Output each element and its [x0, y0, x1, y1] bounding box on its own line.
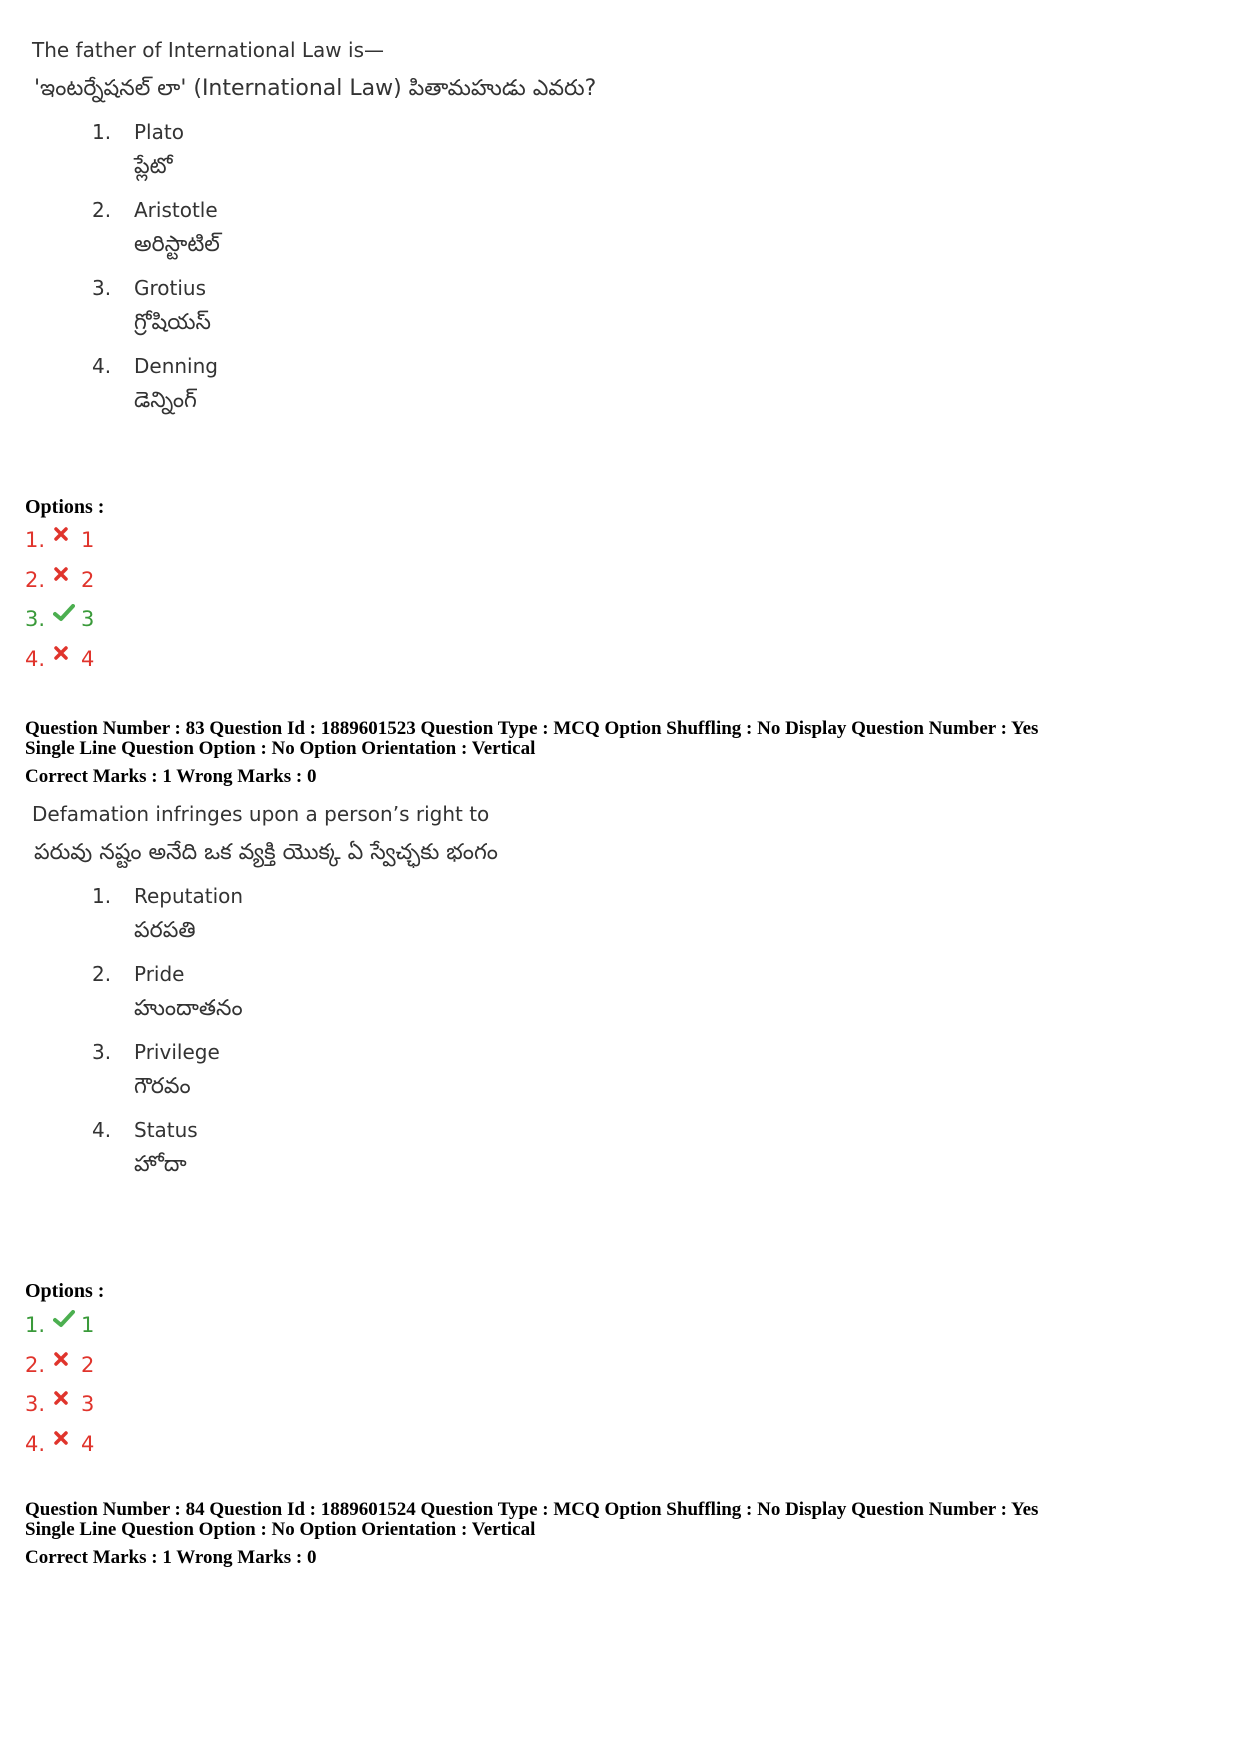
option-number: 4. [25, 1432, 46, 1456]
choice-item [92, 354, 1210, 418]
choice-text-en: Privilege [134, 1040, 220, 1064]
choice-number: 3. [92, 1040, 112, 1064]
option-row [25, 1350, 94, 1380]
choice-number: 3. [92, 276, 112, 300]
choice-text-te: గ్రోషియస్ [134, 310, 211, 335]
option-row [25, 604, 94, 634]
choice-text-en: Denning [134, 354, 218, 378]
choice-number: 2. [92, 198, 112, 222]
choice-text-te: అరిస్టాటిల్ [134, 232, 220, 257]
choice-item [92, 884, 1210, 948]
question-84-meta [25, 1500, 1225, 1568]
choice-number: 4. [92, 1118, 112, 1142]
question-82-body [30, 38, 1210, 432]
option-row [25, 1389, 94, 1419]
option-row [25, 1429, 94, 1459]
choice-item [92, 962, 1210, 1026]
choice-number: 1. [92, 884, 112, 908]
cross-icon [53, 1351, 81, 1367]
option-value: 1 [81, 1313, 95, 1337]
choice-number: 4. [92, 354, 112, 378]
choice-item [92, 1040, 1210, 1104]
question-text-te: పరువు నష్టం అనేది ఒక వ్యక్తి యొక్క ఏ స్వేచ్ఛకు భంగం [34, 840, 498, 865]
choice-text-en: Plato [134, 120, 184, 144]
cross-icon [53, 566, 81, 582]
meta-line-3: Correct Marks : 1 Wrong Marks : 0 [25, 766, 317, 787]
question-83-meta [25, 719, 1225, 787]
options-heading: Options : [25, 496, 105, 518]
choice-number: 1. [92, 120, 112, 144]
choice-list [92, 884, 1210, 1182]
meta-line-2: Single Line Question Option : No Option Orientation : Vertical [25, 738, 536, 759]
check-icon [53, 604, 81, 622]
option-number: 2. [25, 568, 46, 592]
option-number: 4. [25, 647, 46, 671]
choice-number: 2. [92, 962, 112, 986]
cross-icon [53, 526, 81, 542]
meta-line-2: Single Line Question Option : No Option Orientation : Vertical [25, 1519, 536, 1540]
choice-text-en: Pride [134, 962, 185, 986]
option-number: 1. [25, 1313, 46, 1337]
question-83-body [30, 802, 1210, 1196]
choice-text-en: Grotius [134, 276, 207, 300]
choice-item [92, 276, 1210, 340]
choice-text-te: హుందాతనం [134, 996, 243, 1021]
options-heading: Options : [25, 1280, 105, 1302]
question-text-en: Defamation infringes upon a person’s right to [32, 802, 490, 826]
choice-text-te: గౌరవం [134, 1074, 191, 1099]
meta-line-1: Question Number : 84 Question Id : 1889601524 Question Type : MCQ Option Shuffling : No Display Question Number : Yes [25, 1499, 1039, 1520]
choice-text-en: Reputation [134, 884, 244, 908]
question-text-te: 'ఇంటర్నేషనల్ లా' (International Law) పితామహుడు ఎవరు? [34, 76, 597, 101]
meta-line-1: Question Number : 83 Question Id : 1889601523 Question Type : MCQ Option Shuffling : No Display Question Number : Yes [25, 718, 1039, 739]
option-number: 2. [25, 1353, 46, 1377]
choice-text-te: హోదా [134, 1152, 187, 1177]
choice-text-en: Status [134, 1118, 198, 1142]
choice-item [92, 1118, 1210, 1182]
choice-text-te: డెన్నింగ్ [134, 388, 197, 413]
option-row [25, 565, 94, 595]
cross-icon [53, 1430, 81, 1446]
cross-icon [53, 1390, 81, 1406]
check-icon [53, 1310, 81, 1328]
option-value: 4 [81, 1432, 95, 1456]
choice-item [92, 120, 1210, 184]
option-value: 3 [81, 1392, 95, 1416]
choice-text-te: పరపతి [134, 918, 196, 943]
option-number: 3. [25, 1392, 46, 1416]
option-row [25, 1310, 94, 1340]
option-value: 2 [81, 1353, 95, 1377]
choice-text-te: ప్లేటో [134, 154, 173, 179]
option-number: 3. [25, 607, 46, 631]
choice-item [92, 198, 1210, 262]
option-row [25, 644, 94, 674]
question-text-en: The father of International Law is— [32, 38, 384, 62]
option-value: 1 [81, 528, 95, 552]
option-number: 1. [25, 528, 46, 552]
option-value: 4 [81, 647, 95, 671]
option-value: 3 [81, 607, 95, 631]
cross-icon [53, 645, 81, 661]
choice-text-en: Aristotle [134, 198, 218, 222]
choice-list [92, 120, 1210, 418]
option-value: 2 [81, 568, 95, 592]
option-row [25, 525, 94, 555]
meta-line-3: Correct Marks : 1 Wrong Marks : 0 [25, 1547, 317, 1568]
